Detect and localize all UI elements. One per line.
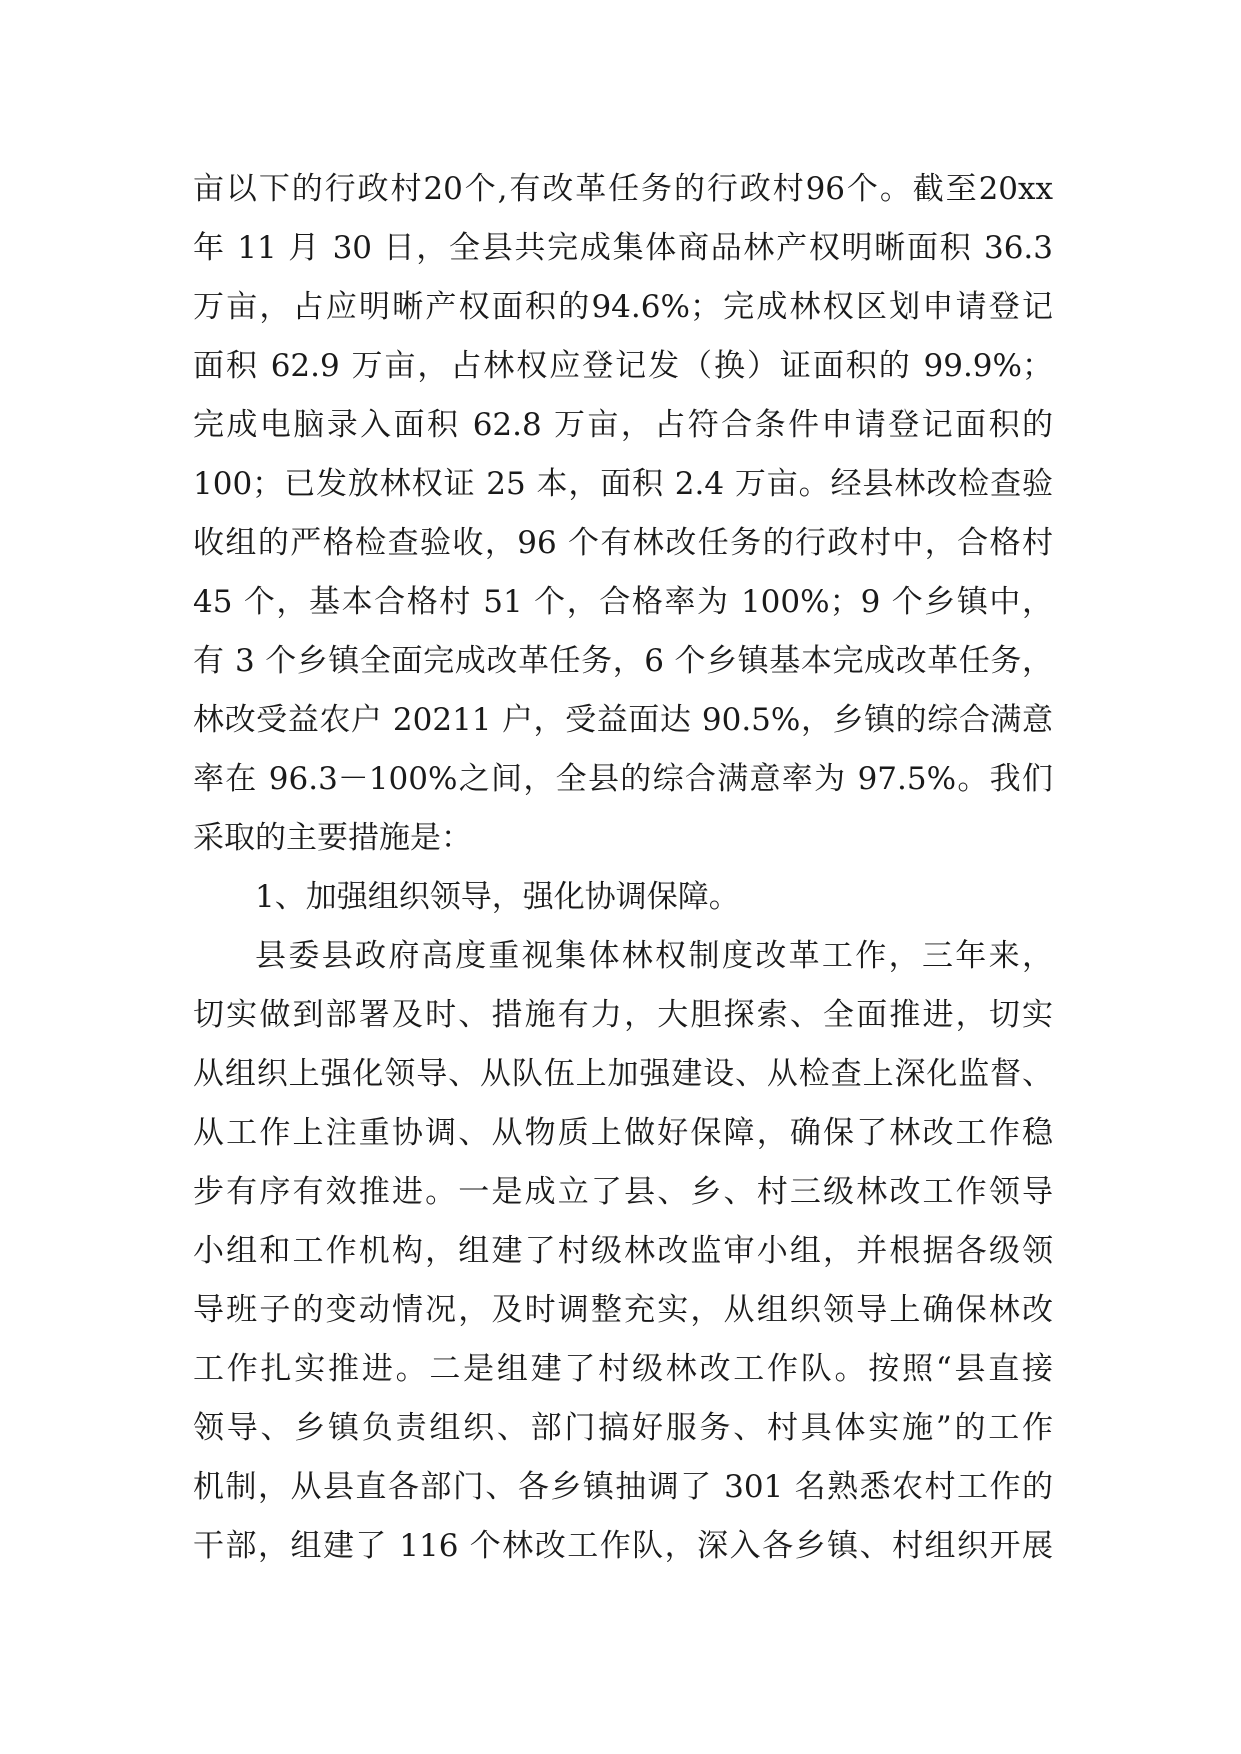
text-line: 亩以下的行政村20个,有改革任务的行政村96个。截至20xx [193,171,1053,207]
text-line: 领导、乡镇负责组织、部门搞好服务、村具体实施”的工作 [193,1410,1053,1446]
text-line: 切实做到部署及时、措施有力，大胆探索、全面推进，切实 [193,997,1053,1033]
text-line: 导班子的变动情况，及时调整充实，从组织领导上确保林改 [193,1292,1053,1328]
text-line: 机制，从县直各部门、各乡镇抽调了 301 名熟悉农村工作的 [193,1469,1053,1505]
text-line: 县委县政府高度重视集体林权制度改革工作，三年来， [255,938,1053,974]
text-line: 完成电脑录入面积 62.8 万亩，占符合条件申请登记面积的 [193,407,1053,443]
text-line: 干部，组建了 116 个林改工作队，深入各乡镇、村组织开展 [193,1528,1053,1564]
section-heading: 1、加强组织领导，强化协调保障。 [255,879,740,915]
text-line: 面积 62.9 万亩，占林权应登记发（换）证面积的 99.9%； [193,348,1053,384]
body-text [193,160,1053,1576]
text-line: 率在 96.3－100%之间，全县的综合满意率为 97.5%。我们 [193,761,1053,797]
text-line: 采取的主要措施是： [193,820,472,856]
text-line: 收组的严格检查验收，96 个有林改任务的行政村中，合格村 [193,525,1053,561]
text-line: 100；已发放林权证 25 本，面积 2.4 万亩。经县林改检查验 [193,466,1053,502]
text-line: 万亩，占应明晰产权面积的94.6%；完成林权区划申请登记 [193,289,1053,325]
text-line: 步有序有效推进。一是成立了县、乡、村三级林改工作领导 [193,1174,1053,1210]
text-line: 工作扎实推进。二是组建了村级林改工作队。按照“县直接 [193,1351,1053,1387]
text-line: 45 个，基本合格村 51 个，合格率为 100%；9 个乡镇中， [193,584,1053,620]
text-line: 林改受益农户 20211 户，受益面达 90.5%，乡镇的综合满意 [193,702,1053,738]
text-line: 年 11 月 30 日，全县共完成集体商品林产权明晰面积 36.3 [193,230,1053,266]
text-line: 从组织上强化领导、从队伍上加强建设、从检查上深化监督、 [193,1056,1053,1092]
text-line: 有 3 个乡镇全面完成改革任务，6 个乡镇基本完成改革任务， [193,643,1053,679]
text-line: 从工作上注重协调、从物质上做好保障，确保了林改工作稳 [193,1115,1053,1151]
text-line: 小组和工作机构，组建了村级林改监审小组，并根据各级领 [193,1233,1053,1269]
